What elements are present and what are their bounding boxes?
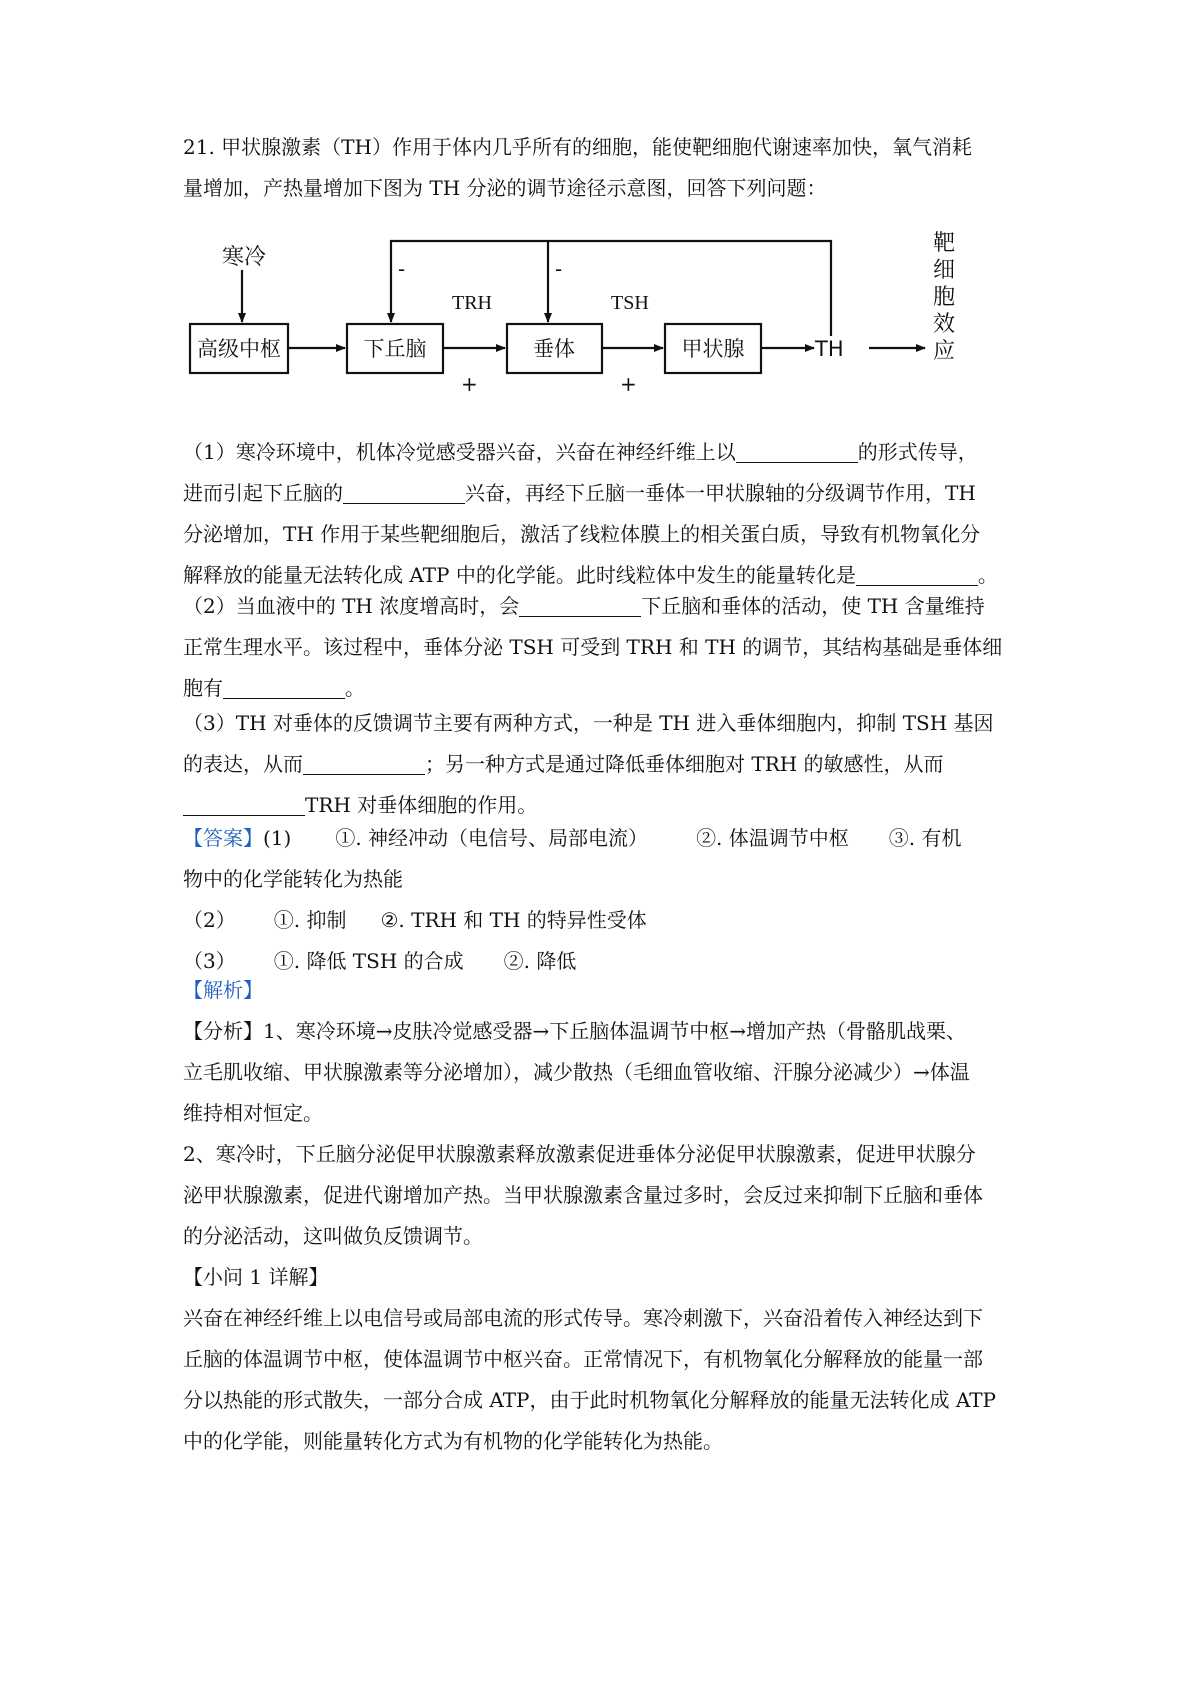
sub2-text: （2）当血液中的 TH 浓度增高时，会 [183, 594, 520, 618]
answer-num: （3） [183, 949, 236, 973]
cold-label: 寒冷 [222, 245, 267, 270]
answer-blank [223, 676, 345, 699]
sub1-text: 的形式传导， [857, 440, 978, 464]
detail-title: 【小问 1 详解】 [183, 1265, 329, 1289]
detail-line-4: 中的化学能，则能量转化方式为有机物的化学能转化为热能。 [183, 1429, 723, 1453]
feedback-loop-line [391, 241, 831, 336]
target-char-5: 应 [932, 339, 956, 364]
stem-line-1: 21. 甲状腺激素（TH）作用于体内几乎所有的细胞，能使靶细胞代谢速率加快，氧气消耗 [183, 135, 972, 159]
sub3-text: TRH 对垂体细胞的作用。 [305, 793, 538, 817]
feedback-minus-hypothalamus: - [398, 257, 406, 281]
pituitary-box [507, 324, 602, 373]
target-char-2: 细 [932, 258, 956, 283]
detail-line-3: 分以热能的形式散失，一部分合成 ATP，由于此时机物氧化分解释放的能量无法转化成 ATP [183, 1388, 997, 1412]
answer-blank [303, 752, 425, 775]
target-char-3: 胞 [932, 285, 956, 310]
answer-blank [736, 440, 858, 463]
sub2-line-1 [183, 586, 1025, 627]
th-regulation-diagram [0, 0, 1200, 420]
answer-item: ①. 降低 TSH 的合成 [273, 949, 464, 973]
sub1-line-3: 分泌增加，TH 作用于某些靶细胞后，激活了线粒体膜上的相关蛋白质，导致有机物氧化分 [183, 522, 981, 546]
sub1-line-1 [183, 432, 1025, 473]
sub3-text: ；另一种方式是通过降低垂体细胞对 TRH 的敏感性，从而 [425, 752, 944, 776]
sub3-line-1: （3）TH 对垂体的反馈调节主要有两种方式，一种是 TH 进入垂体细胞内，抑制 TSH 基因 [183, 711, 994, 735]
answer-blank [183, 793, 305, 816]
sub1-line-2 [183, 473, 1025, 514]
sub-question-1 [183, 432, 1025, 596]
analysis-tag: 【解析】 [183, 978, 263, 1002]
answer-blank [519, 594, 641, 617]
analysis-line-2: 立毛肌收缩、甲状腺激素等分泌增加），减少散热（毛细血管收缩、汗腺分泌减少）→体温 [183, 1060, 970, 1084]
sub2-text: 。 [345, 676, 365, 700]
answer-line-3 [183, 900, 1025, 941]
analysis-line-1: 【分析】1、寒冷环境→皮肤冷觉感受器→下丘脑体温调节中枢→增加产热（骨骼肌战栗、 [183, 1019, 966, 1043]
sub1-text: 解释放的能量无法转化成 ATP 中的化学能。此时线粒体中发生的能量转化是 [183, 563, 856, 587]
answer-line-1 [183, 818, 1025, 859]
sub1-text: （1）寒冷环境中，机体冷觉感受器兴奋，兴奋在神经纤维上以 [183, 440, 736, 464]
sub1-text: 进而引起下丘脑的 [183, 481, 343, 505]
sub-question-3 [183, 703, 1025, 826]
sub3-line-2 [183, 744, 1025, 785]
analysis-section [183, 970, 1025, 1462]
answer-item: ②. 降低 [503, 949, 577, 973]
answer-section [183, 818, 1025, 982]
trh-label: TRH [452, 292, 492, 314]
sub1-text: 兴奋，再经下丘脑一垂体一甲状腺轴的分级调节作用，TH [465, 481, 976, 505]
hypothalamus-box [347, 324, 443, 373]
tsh-label: TSH [611, 292, 649, 314]
analysis-line-4: 2、寒冷时，下丘脑分泌促甲状腺激素释放激素促进垂体分泌促甲状腺激素，促进甲状腺分 [183, 1142, 976, 1166]
feedback-minus-pituitary: - [555, 257, 563, 281]
answer-item: ①. 神经冲动（电信号、局部电流） [335, 826, 649, 850]
answer-blank [856, 563, 978, 586]
answer-num: （2） [183, 908, 236, 932]
answer-num: (1) [263, 826, 292, 850]
analysis-line-3: 维持相对恒定。 [183, 1101, 323, 1125]
thyroid-box [665, 324, 761, 373]
sub-question-2 [183, 586, 1025, 709]
target-char-4: 效 [932, 312, 956, 337]
trh-plus: + [461, 372, 478, 396]
thyroid-label: 甲状腺 [681, 337, 745, 361]
analysis-line-6: 的分泌活动，这叫做负反馈调节。 [183, 1224, 483, 1248]
pituitary-label: 垂体 [533, 337, 575, 361]
analysis-line-5: 泌甲状腺激素，促进代谢增加产热。当甲状腺激素含量过多时，会反过来抑制下丘脑和垂体 [183, 1183, 983, 1207]
hypothalamus-label: 下丘脑 [363, 337, 427, 361]
answer-item: ①. 抑制 [273, 908, 347, 932]
sub2-text: 胞有 [183, 676, 223, 700]
higher-center-label: 高级中枢 [197, 337, 281, 361]
target-char-1: 靶 [932, 231, 956, 256]
sub2-line-2: 正常生理水平。该过程中，垂体分泌 TSH 可受到 TRH 和 TH 的调节，其结构基础是垂体细 [183, 635, 1003, 659]
detail-line-1: 兴奋在神经纤维上以电信号或局部电流的形式传导。寒冷刺激下，兴奋沿着传入神经达到下 [183, 1306, 983, 1330]
answer-blank [343, 481, 465, 504]
answer-tag: 【答案】 [183, 826, 263, 850]
th-label: TH [815, 337, 844, 361]
sub3-text: 的表达，从而 [183, 752, 303, 776]
answer-item: ③. 有机 [888, 826, 962, 850]
answer-line-2: 物中的化学能转化为热能 [183, 867, 403, 891]
tsh-plus: + [620, 372, 637, 396]
answer-item: ②. TRH 和 TH 的特异性受体 [380, 908, 647, 932]
sub1-text: 。 [977, 563, 998, 587]
stem-line-2: 量增加，产热量增加下图为 TH 分泌的调节途径示意图，回答下列问题： [183, 176, 827, 200]
detail-line-2: 丘脑的体温调节中枢，使体温调节中枢兴奋。正常情况下，有机物氧化分解释放的能量一部 [183, 1347, 983, 1371]
sub2-text: 下丘脑和垂体的活动，使 TH 含量维持 [641, 594, 985, 618]
higher-center-box [190, 324, 288, 373]
answer-item: ②. 体温调节中枢 [696, 826, 849, 850]
